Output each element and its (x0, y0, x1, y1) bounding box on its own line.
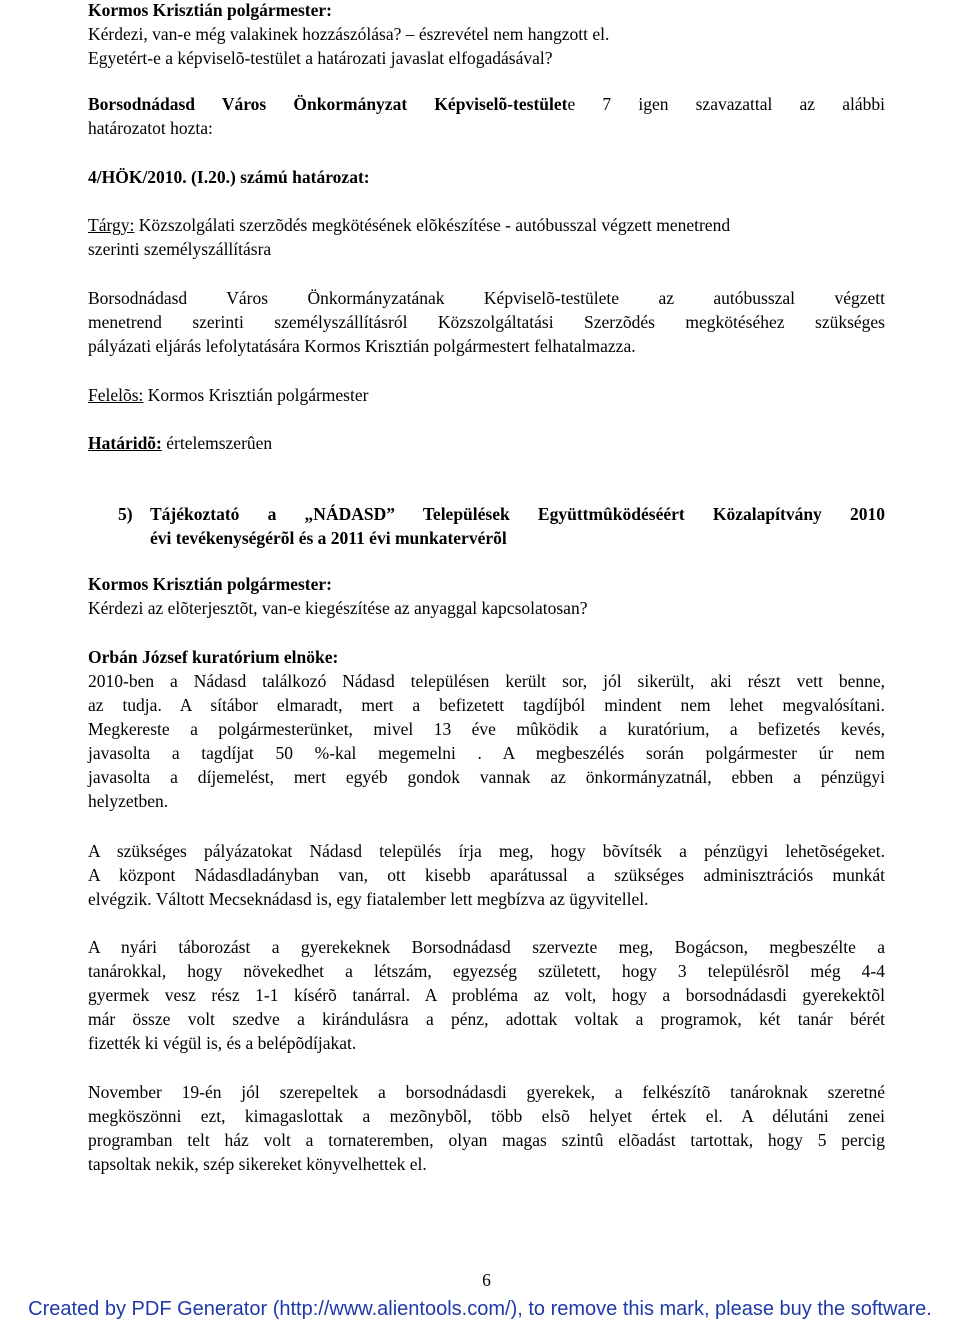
vote-statement (88, 92, 885, 140)
paragraph-line: helyzetben. (88, 791, 169, 811)
agenda-item-title-1: Tájékoztató a „NÁDASD” Települések Együttmûködéséért Közalapítvány 2010 (150, 504, 885, 524)
vote-result: e 7 igen szavazattal az alábbi (567, 94, 885, 114)
paragraph-line: programban telt ház volt a tornateremben, olyan magas szintû elõadást tartottak, hogy 5 percig (88, 1130, 885, 1150)
responsible-label: Felelõs: (88, 385, 144, 405)
pdf-generator-watermark: Created by PDF Generator (http://www.alientools.com/), to remove this mark, please buy the software. (28, 1298, 932, 1320)
chair-paragraph-1 (88, 669, 885, 813)
paragraph-line: már össze volt szedve a kirándulásra a pénz, adottak voltak a programok, két tanár bérét (88, 1009, 885, 1029)
text-line: Kérdezi, van-e még valakinek hozzászólása? – észrevétel nem hangzott el. (88, 24, 610, 44)
paragraph-line: A központ Nádasdladányban van, ott kisebb aparátussal a szükséges adminisztrációs munkát (88, 865, 885, 885)
top-discussion (88, 0, 885, 70)
body-line: menetrend szerinti személyszállításról Közszolgáltatási Szerzõdés megkötéséhez szükséges (88, 312, 885, 332)
paragraph-line: elvégzik. Váltott Mecseknádasd is, egy fiatalember lett megbízva az ügyvitellel. (88, 889, 649, 909)
paragraph-line: tapsoltak nekik, szép sikereket könyvelhettek el. (88, 1154, 427, 1174)
paragraph-line: A szükséges pályázatokat Nádasd település írja meg, hogy bõvítsék a pénzügyi lehetõségeket. (88, 841, 885, 861)
resolution-body (88, 286, 885, 358)
speaker-heading: Kormos Krisztián polgármester: (88, 574, 332, 594)
paragraph-line: A nyári táborozást a gyerekeknek Borsodnádasd szervezte meg, Bogácson, megbeszélte a (88, 937, 885, 957)
speaker-heading: Orbán József kuratórium elnöke: (88, 647, 339, 667)
responsible-row (88, 383, 885, 407)
paragraph-line: gyermek vesz rész 1-1 kísérõ tanárral. A probléma az volt, hogy a borsodnádasdi gyerekektõl (88, 985, 885, 1005)
responsible-value: Kormos Krisztián polgármester (143, 385, 369, 405)
chair-speaker-block (88, 645, 885, 669)
body-line: pályázati eljárás lefolytatására Kormos Krisztián polgármestert felhatalmazza. (88, 336, 636, 356)
agenda-item (88, 502, 885, 550)
paragraph-line: November 19-én jól szerepeltek a borsodnádasdi gyerekek, a felkészítõ tanároknak szeretné (88, 1082, 885, 1102)
subject-label: Tárgy: (88, 215, 135, 235)
vote-line-2: határozatot hozta: (88, 118, 213, 138)
resolution-title-block (88, 165, 885, 189)
paragraph-line: Megkereste a polgármesterünket, mivel 13 éve mûködik a kuratórium, a befizetés kevés, (88, 719, 885, 739)
speaker-heading: Kormos Krisztián polgármester: (88, 0, 332, 20)
subject-text: Közszolgálati szerzõdés megkötésének elõkészítése - autóbusszal végzett menetrend (134, 215, 731, 235)
deadline-row (88, 431, 885, 455)
paragraph-line: megköszönni ezt, kimagaslottak a mezõnybõl, több elsõ helyet értek el. A délutáni zenei (88, 1106, 885, 1126)
deadline-value: értelemszerûen (161, 433, 273, 453)
chair-paragraph-4 (88, 1080, 885, 1176)
resolution-subject (88, 213, 885, 261)
subject-line-2: szerinti személyszállításra (88, 239, 272, 259)
paragraph-line: fizették ki végül is, és a belépõdíjakat. (88, 1033, 357, 1053)
mayor-question (88, 572, 885, 620)
chair-paragraph-2 (88, 839, 885, 911)
chair-paragraph-3 (88, 935, 885, 1055)
paragraph-line: 2010-ben a Nádasd találkozó Nádasd településen került sor, jól sikerült, aki részt vett benne, (88, 671, 885, 691)
paragraph-line: javasolta a díjemelést, mert egyéb gondok vannak az önkormányzatnál, ebben a pénzügyi (88, 767, 885, 787)
deadline-label: Határidõ: (88, 433, 162, 453)
body-line: Borsodnádasd Város Önkormányzatának Képviselõ-testülete az autóbusszal végzett (88, 288, 885, 308)
subject-line-1 (88, 213, 885, 237)
agenda-item-number: 5) (118, 504, 133, 524)
paragraph-line: tanárokkal, hogy növekedhet a létszám, egyezség született, hogy 3 településrõl még 4-4 (88, 961, 885, 981)
paragraph-line: az tudja. A sítábor elmaradt, mert a befizetett tagdíjból mindent nem lehet megvalósítani. (88, 695, 885, 715)
paragraph-line: javasolta a tagdíjat 50 %-kal megemelni . A megbeszélés során polgármester úr nem (88, 743, 885, 763)
vote-line (88, 92, 885, 116)
text-line: Egyetért-e a képviselõ-testület a határozati javaslat elfogadásával? (88, 48, 553, 68)
vote-body-name: Borsodnádasd Város Önkormányzat Képviselõ-testület (88, 94, 568, 114)
agenda-item-title-2: évi tevékenységérõl és a 2011 évi munkatervérõl (150, 528, 507, 548)
text-line: Kérdezi az elõterjesztõt, van-e kiegészítése az anyaggal kapcsolatosan? (88, 598, 588, 618)
page-number: 6 (482, 1270, 491, 1290)
resolution-title: 4/HÖK/2010. (I.20.) számú határozat: (88, 167, 370, 187)
